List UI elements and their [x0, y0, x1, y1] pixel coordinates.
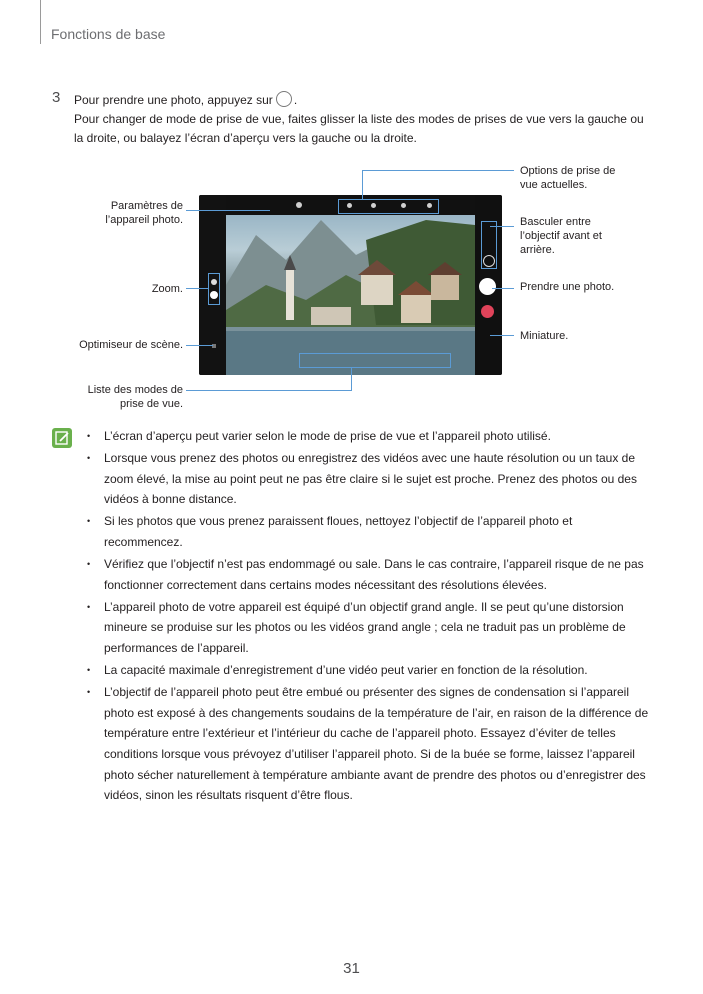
thumbnail-preview[interactable]: [481, 305, 494, 318]
callout-line-shutter: [492, 288, 514, 289]
flash-icon[interactable]: [347, 203, 352, 208]
step-instruction-text: Pour prendre une photo, appuyez sur: [74, 93, 273, 107]
callout-line-options-h: [362, 170, 514, 171]
callout-line-zoom: [186, 288, 209, 289]
zoom-highlight: [208, 273, 220, 305]
preview-photo: [226, 215, 475, 375]
note-item: • Si les photos que vous prenez paraissent floues, nettoyez l’objectif de l’appareil photo et recommencez.: [87, 511, 653, 552]
step-number: 3: [52, 89, 61, 106]
note-item: • Vérifiez que l’objectif n’est pas endommagé ou sale. Dans le cas contraire, l’appareil risque de ne pas fonctionner correctement dans certains modes nécessitant des résolutions élevées.: [87, 554, 653, 595]
callout-line-settings: [186, 210, 270, 211]
callout-line-thumbnail: [490, 335, 514, 336]
page-number: 31: [343, 960, 360, 977]
note-item: • L’écran d’aperçu peut varier selon le mode de prise de vue et l’appareil photo utilisé.: [87, 426, 653, 447]
callout-current-options: Options de prise de vue actuelles.: [520, 165, 616, 191]
callout-camera-settings: Paramètres de l’appareil photo.: [105, 200, 183, 226]
pencil-note-icon: [52, 428, 72, 448]
callout-mode-list: Liste des modes de prise de vue.: [87, 384, 183, 410]
note-item: • La capacité maximale d’enregistrement d’une vidéo peut varier en fonction de la résolution.: [87, 660, 653, 681]
current-options-highlight: [338, 199, 439, 214]
switch-camera-icon[interactable]: [483, 255, 495, 267]
section-rule: [40, 0, 41, 44]
callout-line-scene: [186, 345, 213, 346]
ratio-icon[interactable]: [401, 203, 406, 208]
step-paragraph: Pour changer de mode de prise de vue, faites glisser la liste des modes de prises de vue vers la gauche ou la droite, ou balayez l’écran d’aperçu vers la gauche ou la droite.: [74, 112, 644, 145]
note-item: • L’objectif de l’appareil photo peut être embué ou présenter des signes de condensation si l’appareil photo est exposé à des changements soudains de la température de l’air, en raison de la différence de température entre l’extérieur et l’intérieur du cache de l’appareil photo. Essayez d’éviter de telles conditions lorsque vous prévoyez d’utiliser l’appareil photo. Si de la buée se forme, laissez l’appareil photo sécher naturellement à température ambiante avant de prendre des photos ou d’enregistrer des vidéos, sinon les résultats risquent d’être flous.: [87, 682, 653, 806]
callout-line-modes-h: [186, 390, 352, 391]
callout-take-photo: Prendre une photo.: [520, 281, 615, 293]
callout-line-modes-v: [351, 368, 352, 391]
effects-icon[interactable]: [427, 203, 432, 208]
callout-line-options-v: [362, 170, 363, 200]
top-options-bar: [226, 195, 475, 215]
callout-line-switch: [490, 226, 514, 227]
shutter-circle-icon: [276, 91, 292, 107]
section-title: Fonctions de base: [51, 26, 166, 42]
timer-icon[interactable]: [371, 203, 376, 208]
callout-thumbnail: Miniature.: [520, 330, 569, 342]
note-item: • L’appareil photo de votre appareil est équipé d’un objectif grand angle. Il se peut qu’une distorsion mineure se produise sur les photos ou les vidéos grand angle ; cela ne traduit pas un problème de performances de l’appareil.: [87, 597, 653, 659]
callout-zoom: Zoom.: [151, 283, 183, 295]
camera-preview-screenshot: [199, 195, 502, 375]
shutter-button[interactable]: [479, 278, 496, 295]
note-item: • Lorsque vous prenez des photos ou enregistrez des vidéos avec une haute résolution ou un taux de zoom élevé, la mise au point peut ne pas être claire si le sujet est proche. Prenez des photos ou des vidéos à bonne distance.: [87, 448, 653, 510]
callout-switch-lens: Basculer entre l’objectif avant et arrière.: [520, 216, 602, 256]
landscape-illustration: [226, 215, 475, 375]
zoom-button[interactable]: [210, 291, 218, 299]
zoom-level-icon[interactable]: [211, 279, 217, 285]
shooting-modes-highlight[interactable]: [299, 353, 451, 368]
callout-scene-optimizer: Optimiseur de scène.: [79, 339, 183, 351]
left-control-bar: [199, 195, 226, 375]
step-instruction: [74, 91, 297, 109]
step-instruction-end: .: [293, 93, 298, 107]
notes-list: [87, 426, 653, 807]
settings-gear-icon[interactable]: [296, 202, 302, 208]
right-control-bar: [475, 195, 502, 375]
